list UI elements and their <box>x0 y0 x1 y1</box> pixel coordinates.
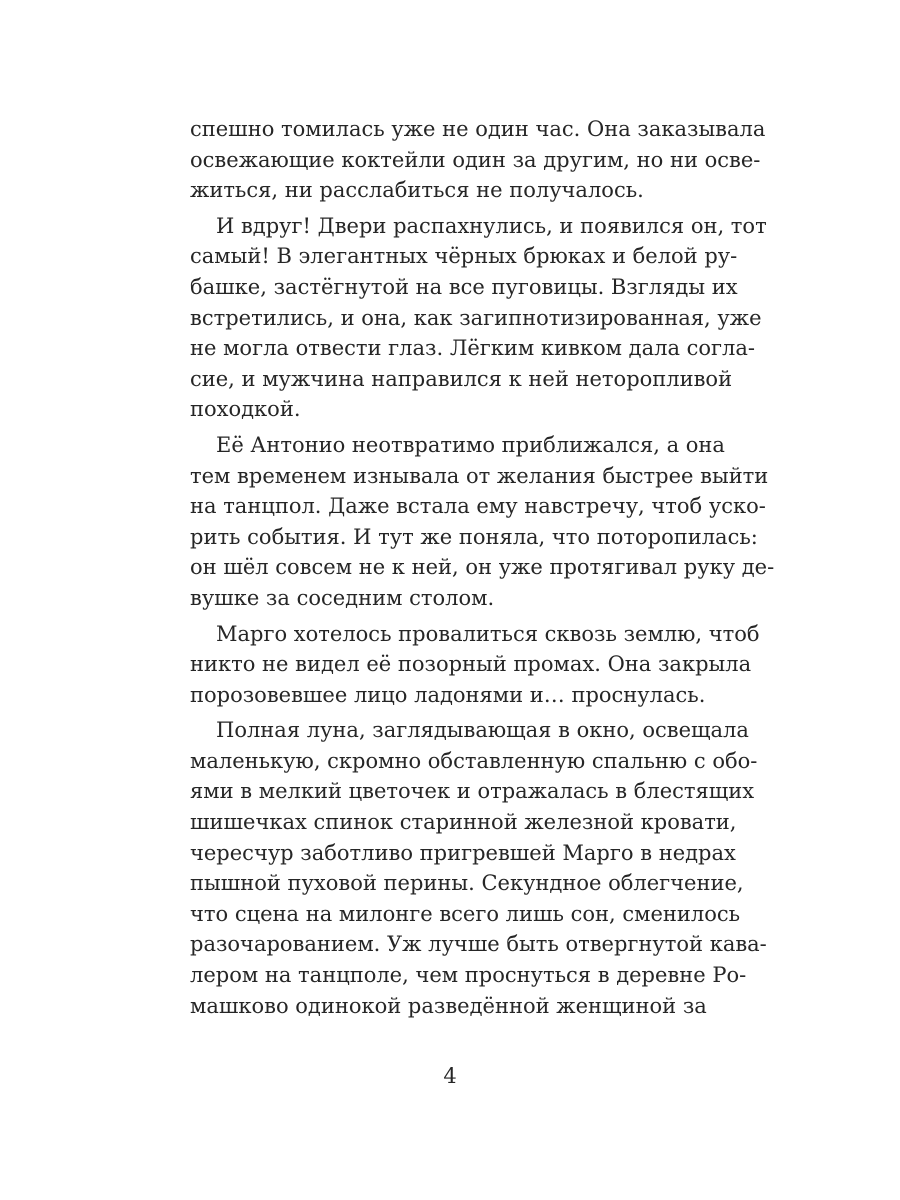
text-line: никто не видел её позорный промах. Она закрыла <box>190 652 752 677</box>
text-line: шишечках спинок старинной железной кровати, <box>190 810 737 835</box>
paragraph <box>190 619 760 711</box>
text-line: сие, и мужчина направился к ней неторопливой <box>190 366 733 391</box>
text-line: на танцпол. Даже встала ему навстречу, чтоб уско- <box>190 494 766 519</box>
text-line: машково одинокой разведённой женщиной за <box>190 993 707 1018</box>
text-line: походкой. <box>190 397 301 422</box>
text-line: Её Антонио неотвратимо приближался, а она <box>216 432 725 457</box>
paragraph <box>190 114 766 206</box>
text-line: вушке за соседним столом. <box>190 585 495 610</box>
text-line: пышной пуховой перины. Секундное облегчение, <box>190 871 744 896</box>
text-line: что сцена на милонге всего лишь сон, сменилось <box>190 901 741 926</box>
text-line: освежающие коктейли один за другим, но ни осве- <box>190 147 761 172</box>
page-text <box>190 114 775 1021</box>
text-line: чересчур заботливо пригревшей Марго в недрах <box>190 840 736 865</box>
text-line: И вдруг! Двери распахнулись, и появился он, тот <box>216 213 767 238</box>
text-line: башке, застёгнутой на все пуговицы. Взгляды их <box>190 274 738 299</box>
text-line: порозовевшее лицо ладонями и… проснулась. <box>190 682 706 707</box>
text-line: Марго хотелось провалиться сквозь землю, чтоб <box>216 621 760 646</box>
text-line: он шёл совсем не к ней, он уже протягивал руку де- <box>190 555 775 580</box>
text-line: самый! В элегантных чёрных брюках и белой ру- <box>190 244 738 269</box>
paragraph <box>190 211 767 425</box>
text-line: не могла отвести глаз. Лёгким кивком дала согла- <box>190 336 756 361</box>
text-line: тем временем изнывала от желания быстрее выйти <box>190 463 769 488</box>
text-line: разочарованием. Уж лучше быть отвергнутой кава- <box>190 932 767 957</box>
text-line: маленькую, скромно обставленную спальню с обо- <box>190 748 758 773</box>
text-line: Полная луна, заглядывающая в окно, освещала <box>216 718 749 743</box>
text-line: спешно томилась уже не один час. Она заказывала <box>190 117 766 141</box>
text-line: лером на танцполе, чем проснуться в деревне Ро- <box>190 963 747 988</box>
paragraph <box>190 715 767 1021</box>
text-line: житься, ни расслабиться не получалось. <box>190 178 644 203</box>
text-line: встретились, и она, как загипнотизированная, уже <box>190 305 762 330</box>
text-line: рить события. И тут же поняла, что поторопилась: <box>190 524 758 549</box>
text-line: ями в мелкий цветочек и отражалась в блестящих <box>190 779 755 804</box>
paragraph <box>190 430 775 614</box>
page-number: 4 <box>443 1064 457 1088</box>
